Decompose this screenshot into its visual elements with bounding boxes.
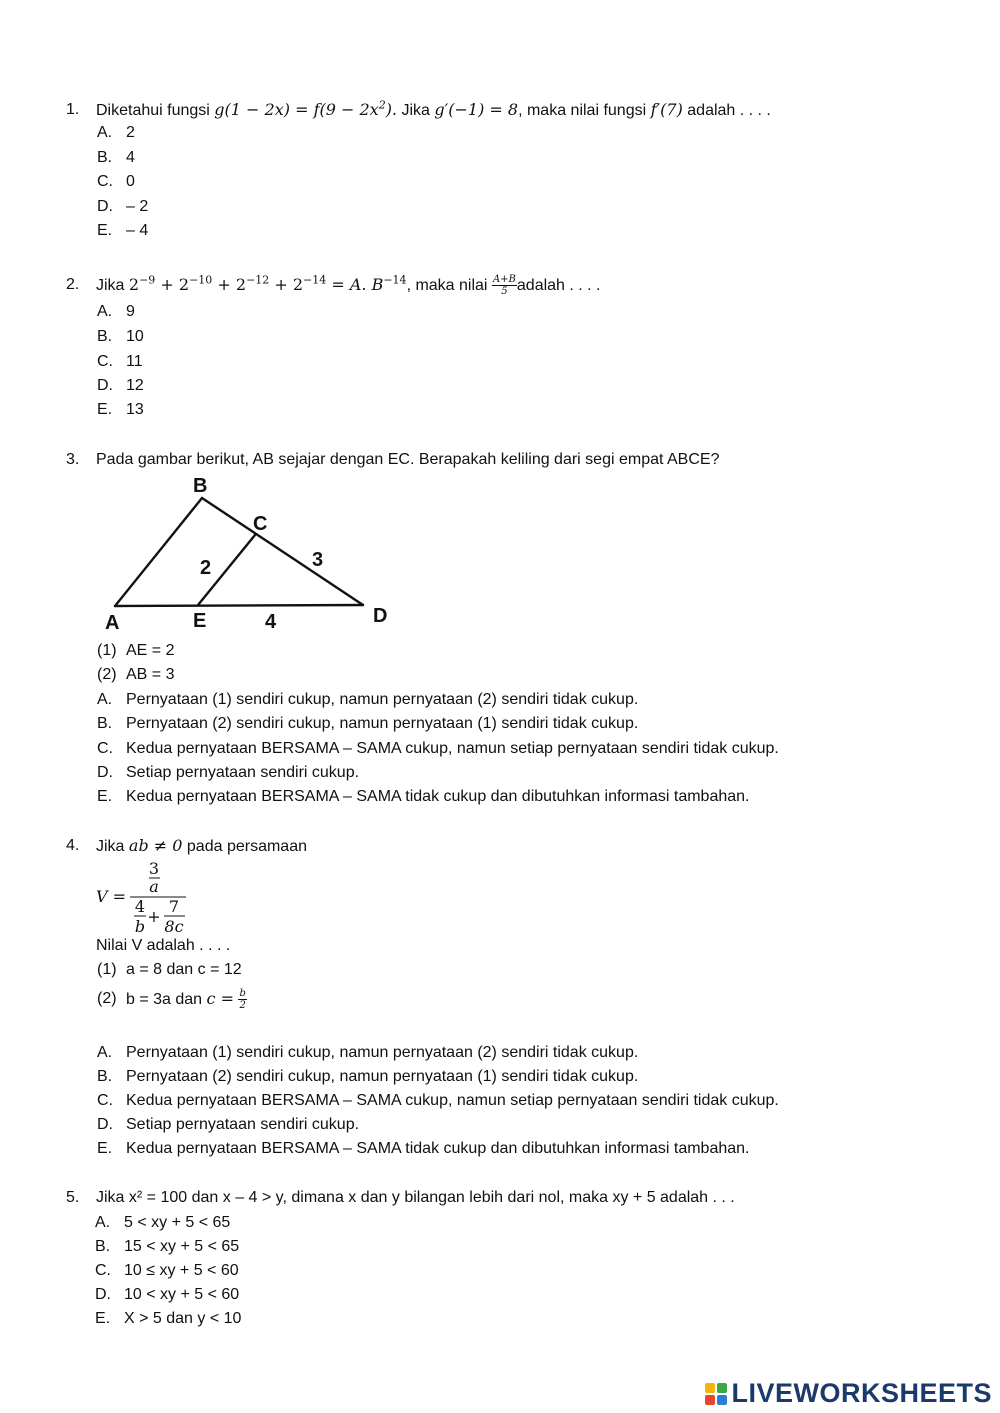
math-superscript: 2 <box>378 98 386 112</box>
question-text <box>96 274 601 297</box>
fraction-numerator: A+B <box>492 274 516 286</box>
option-text: 11 <box>126 353 143 370</box>
option-label: B. <box>97 1068 113 1085</box>
option-text: Kedua pernyataan BERSAMA – SAMA cukup, namun setiap pernyataan sendiri tidak cukup. <box>126 740 779 757</box>
math-superscript: −12 <box>246 273 270 287</box>
vertex-label-b: B <box>193 475 208 497</box>
option-text: Pernyataan (2) sendiri cukup, namun pernyataan (1) sendiri tidak cukup. <box>126 715 639 732</box>
math-superscript: −14 <box>303 273 327 287</box>
liveworksheets-logo[interactable] <box>705 1378 992 1409</box>
option-text: – 2 <box>126 198 149 215</box>
option-label: E. <box>97 788 113 805</box>
option-label: A. <box>97 691 113 708</box>
option-text: 10 <box>126 328 144 345</box>
option-label: C. <box>97 1092 113 1109</box>
option-label: B. <box>97 149 113 166</box>
option-text: 0 <box>126 173 135 190</box>
option-label: A. <box>97 124 113 141</box>
option-label: C. <box>97 353 113 370</box>
formula-b1-denominator: b <box>134 917 146 936</box>
option-text: Pernyataan (2) sendiri cukup, namun pernyataan (1) sendiri tidak cukup. <box>126 1068 639 1085</box>
option-text: 10 ≤ xy + 5 < 60 <box>124 1262 239 1279</box>
segment-bd <box>202 498 363 605</box>
option-label: E. <box>97 222 113 239</box>
math-part: + 2 <box>274 275 304 294</box>
question-text-part: Jika <box>96 277 125 294</box>
formula-lhs: V = <box>96 887 127 906</box>
option-label: E. <box>97 401 113 418</box>
option-label: B. <box>97 328 113 345</box>
question-text-part: , maka nilai fungsi <box>518 102 647 119</box>
option-label: E. <box>95 1310 111 1327</box>
option-text: Kedua pernyataan BERSAMA – SAMA tidak cukup dan dibutuhkan informasi tambahan. <box>126 788 750 805</box>
statement-label: (1) <box>97 642 117 659</box>
question-text-part: pada persamaan <box>186 838 307 855</box>
option-label: C. <box>97 740 113 757</box>
option-label: D. <box>95 1286 111 1303</box>
option-label: D. <box>97 1116 113 1133</box>
formula-b1-numerator: 4 <box>134 897 146 916</box>
vertex-label-a: A <box>105 612 120 634</box>
option-text: Setiap pernyataan sendiri cukup. <box>126 1116 360 1133</box>
question-text-part: Diketahui fungsi <box>96 102 210 119</box>
question-number: 1. <box>66 101 80 118</box>
question-number: 3. <box>66 451 80 468</box>
math-part: = A. B <box>331 275 384 294</box>
option-label: E. <box>97 1140 113 1157</box>
statement-text <box>126 988 247 1011</box>
option-label: D. <box>97 377 113 394</box>
option-text: 2 <box>126 124 135 141</box>
math-superscript: −10 <box>189 273 213 287</box>
vertex-label-d: D <box>373 605 388 627</box>
statement-label: (2) <box>97 666 117 683</box>
math-expression: f′(7) <box>650 100 683 119</box>
vertex-label-e: E <box>193 610 207 632</box>
option-text: 9 <box>126 303 135 320</box>
math-expression: ab ≠ 0 <box>128 836 183 855</box>
option-label: B. <box>95 1238 111 1255</box>
logo-square <box>705 1395 715 1405</box>
math-expression: g′(−1) = 8 <box>434 100 519 119</box>
question-text <box>96 99 771 122</box>
segment-ad <box>115 605 363 606</box>
question-text: Pada gambar berikut, AB sejajar dengan EC. Berapakah keliling dari segi empat ABCE? <box>96 451 720 468</box>
question-text-part: Jika <box>401 102 430 119</box>
fraction <box>492 274 517 297</box>
fraction-denominator: 5 <box>501 286 508 298</box>
question-number: 4. <box>66 837 80 854</box>
question-number: 2. <box>66 276 80 293</box>
option-label: C. <box>97 173 113 190</box>
statement-text: AE = 2 <box>126 642 175 659</box>
logo-mark-icon <box>705 1383 727 1405</box>
option-label: A. <box>97 303 113 320</box>
question-text-part: adalah . . . . <box>687 102 771 119</box>
vertex-label-c: C <box>253 513 268 535</box>
math-part: + 2 <box>160 275 190 294</box>
option-label: D. <box>97 764 113 781</box>
triangle-diagram <box>95 472 425 634</box>
length-label-ed: 4 <box>265 611 277 633</box>
statement-label: (2) <box>97 990 117 1007</box>
statement-text: a = 8 dan c = 12 <box>126 961 242 978</box>
logo-square <box>717 1395 727 1405</box>
option-text: – 4 <box>126 222 149 239</box>
option-text: 5 < xy + 5 < 65 <box>124 1214 231 1231</box>
formula-top-numerator: 3 <box>148 859 160 878</box>
math-part: + 2 <box>217 275 247 294</box>
math-superscript: −14 <box>383 273 407 287</box>
question-text-part: adalah . . . . <box>516 277 601 294</box>
option-text: Setiap pernyataan sendiri cukup. <box>126 764 360 781</box>
question-text: Jika x² = 100 dan x – 4 > y, dimana x dan y bilangan lebih dari nol, maka xy + 5 adalah . . . <box>96 1189 735 1206</box>
question-text: Nilai V adalah . . . . <box>96 937 231 954</box>
option-label: D. <box>97 198 113 215</box>
option-text: Kedua pernyataan BERSAMA – SAMA tidak cukup dan dibutuhkan informasi tambahan. <box>126 1140 750 1157</box>
option-text: 12 <box>126 377 144 394</box>
option-text: Kedua pernyataan BERSAMA – SAMA cukup, namun setiap pernyataan sendiri tidak cukup. <box>126 1092 779 1109</box>
option-text: 15 < xy + 5 < 65 <box>124 1238 240 1255</box>
statement-text-part: b = 3a dan <box>126 991 203 1008</box>
fraction-denominator: 2 <box>239 1000 246 1012</box>
segment-ab <box>115 498 202 606</box>
formula-plus: + <box>147 907 161 926</box>
math-part: ). <box>385 100 398 119</box>
option-text: X > 5 dan y < 10 <box>124 1310 242 1327</box>
option-label: B. <box>97 715 113 732</box>
formula-top-denominator: a <box>149 877 159 896</box>
option-label: A. <box>95 1214 111 1231</box>
logo-square <box>717 1383 727 1393</box>
logo-square <box>705 1383 715 1393</box>
statement-label: (1) <box>97 961 117 978</box>
option-label: C. <box>95 1262 111 1279</box>
question-text <box>96 835 307 858</box>
math-expression <box>129 275 407 294</box>
fraction <box>238 988 246 1011</box>
question-number: 5. <box>66 1189 80 1206</box>
option-text: Pernyataan (1) sendiri cukup, namun pernyataan (2) sendiri tidak cukup. <box>126 1044 639 1061</box>
math-superscript: −9 <box>139 273 156 287</box>
option-text: Pernyataan (1) sendiri cukup, namun pernyataan (2) sendiri tidak cukup. <box>126 691 639 708</box>
option-text: 4 <box>126 149 135 166</box>
logo-text: LIVEWORKSHEETS <box>731 1378 992 1408</box>
math-expression: c = <box>206 989 234 1008</box>
option-text: 10 < xy + 5 < 60 <box>124 1286 240 1303</box>
statement-text: AB = 3 <box>126 666 175 683</box>
length-label-cd: 3 <box>312 549 324 571</box>
length-label-ec: 2 <box>200 557 212 579</box>
math-part: g(1 − 2x) = f(9 − 2x <box>214 100 379 119</box>
option-text: 13 <box>126 401 144 418</box>
question-text-part: , maka nilai <box>406 277 488 294</box>
fraction-numerator: b <box>239 988 246 1000</box>
math-part: 2 <box>128 275 140 294</box>
formula-b2-numerator: 7 <box>168 897 180 916</box>
question-text-part: Jika <box>96 838 125 855</box>
math-expression <box>214 100 397 119</box>
formula-b2-denominator: 8c <box>164 917 184 936</box>
formula-v <box>94 856 204 938</box>
option-label: A. <box>97 1044 113 1061</box>
